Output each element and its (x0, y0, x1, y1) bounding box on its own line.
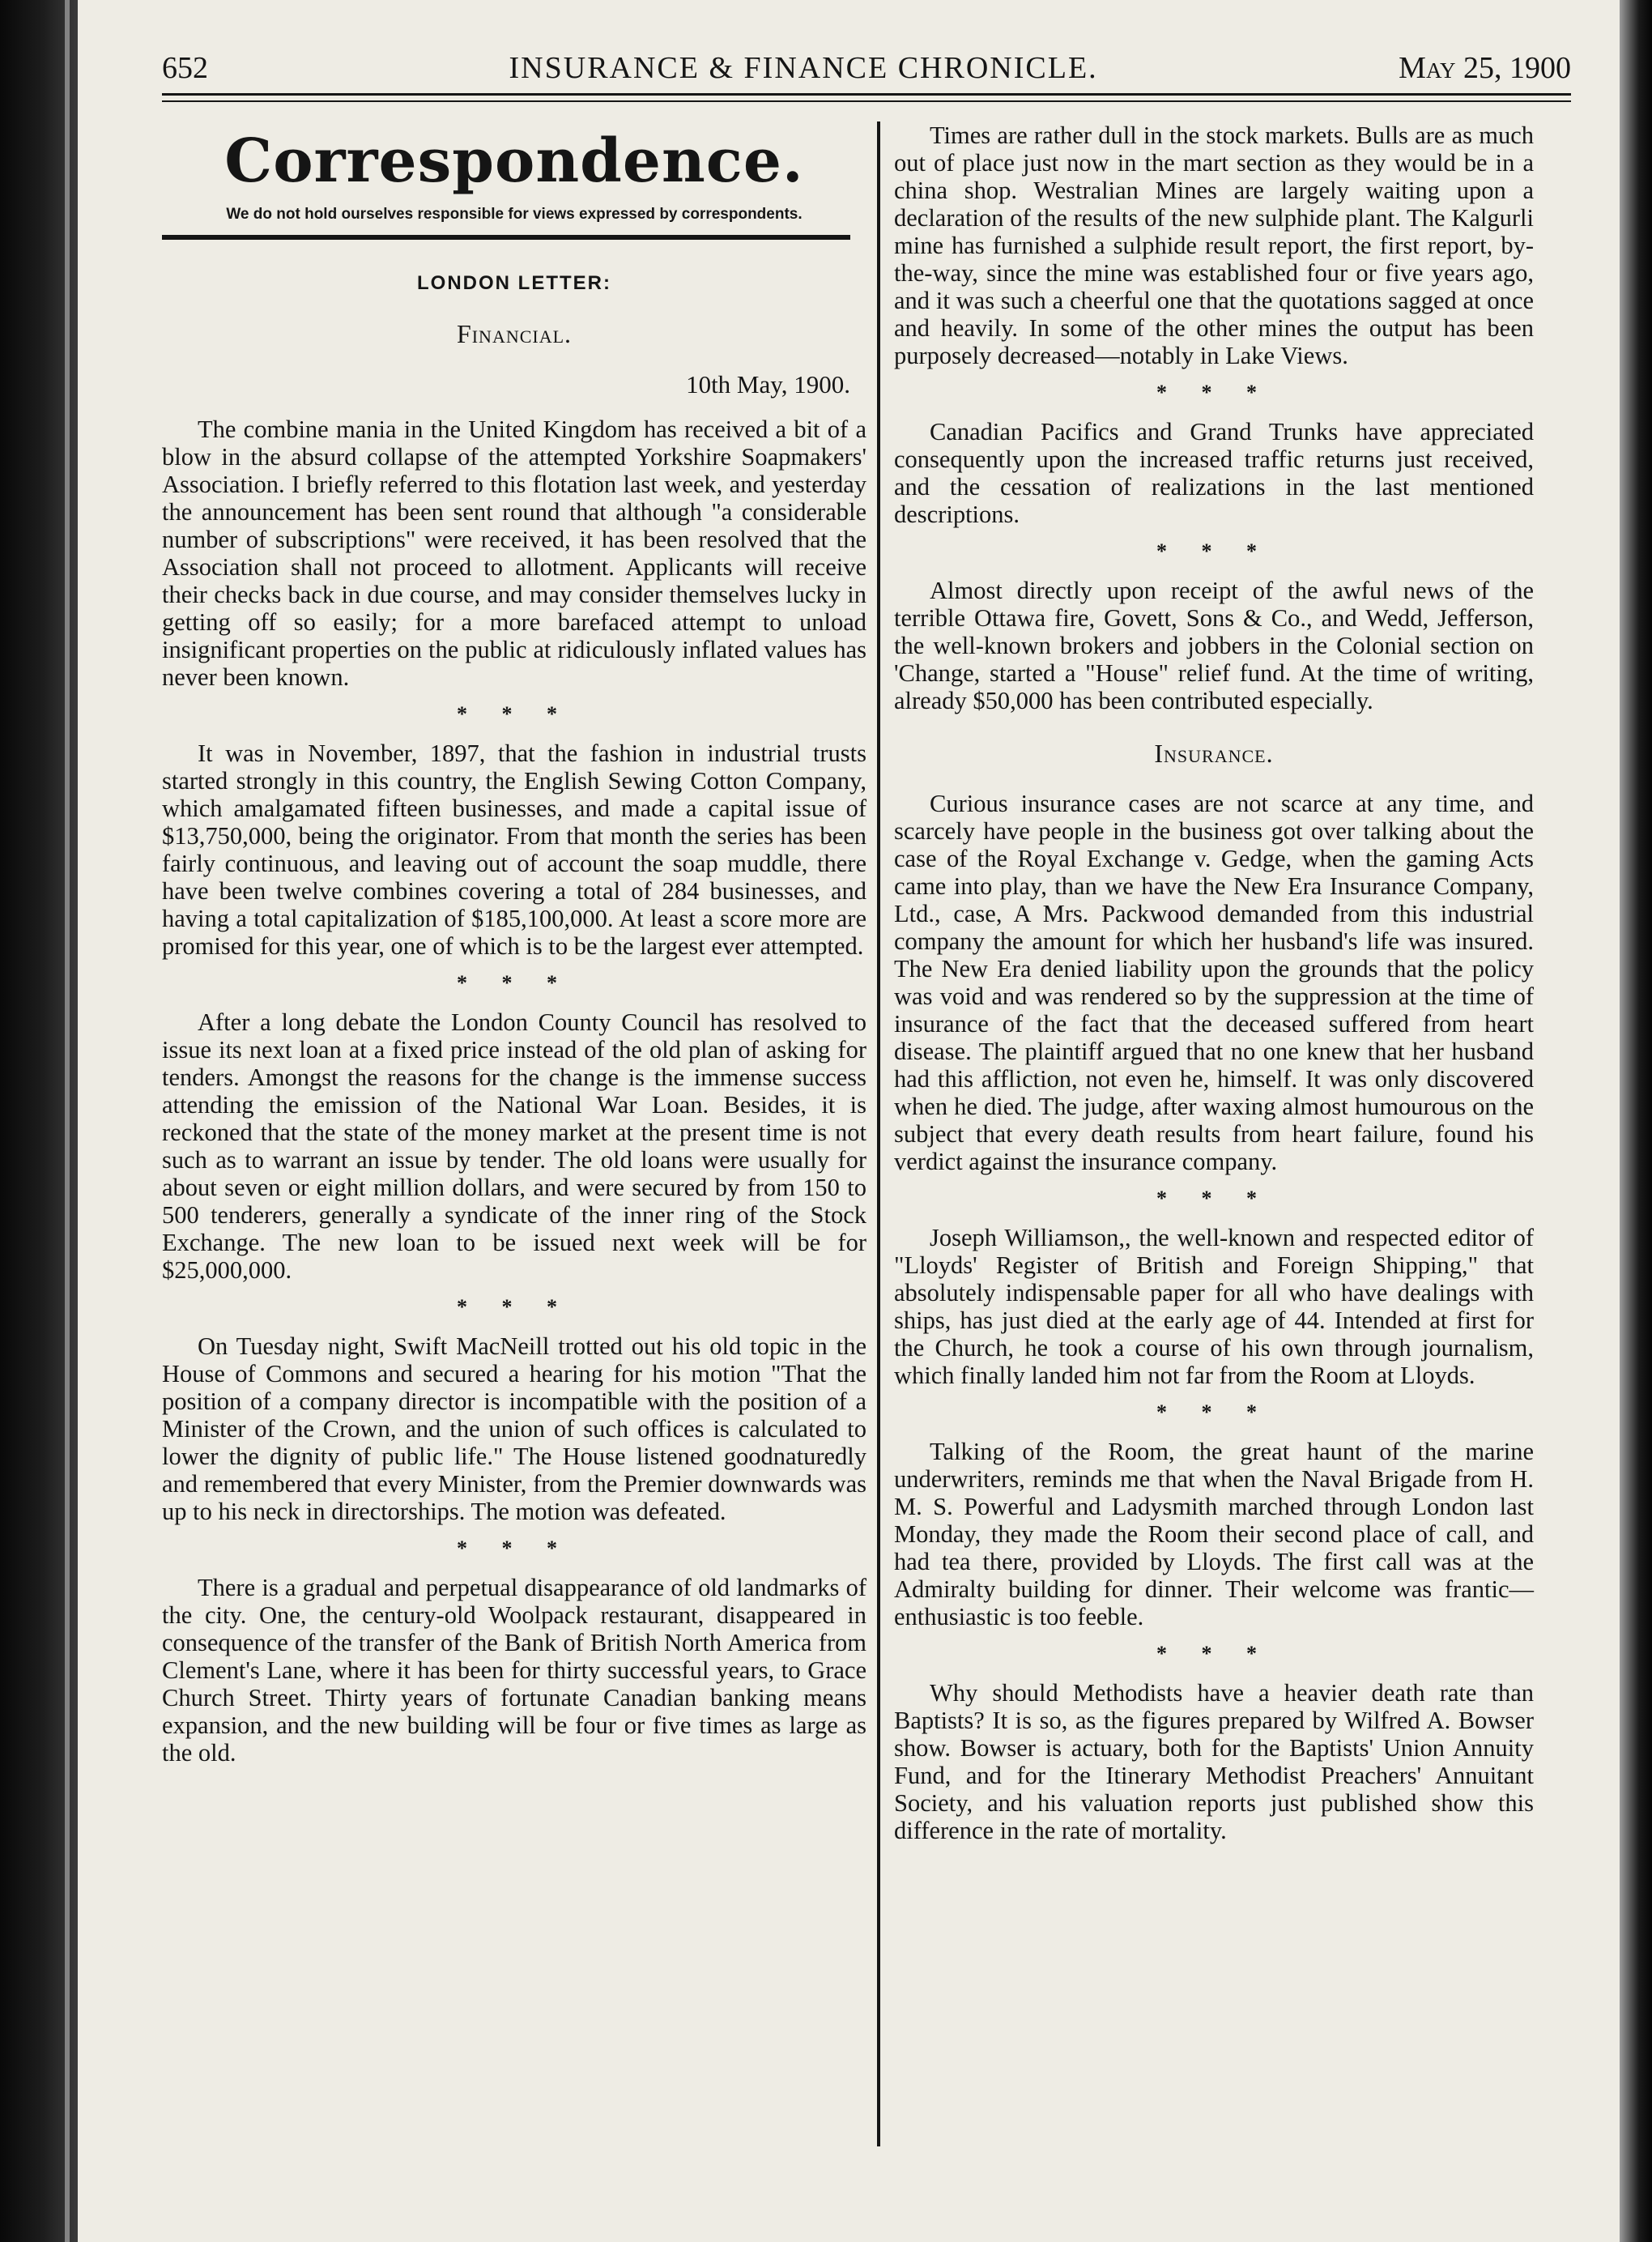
gutter-edge (65, 0, 70, 2242)
journal-title: INSURANCE & FINANCE CHRONICLE. (509, 51, 1098, 85)
section-separator: * * * (1156, 539, 1271, 563)
section-separator: * * * (457, 1537, 572, 1560)
paragraph: Canadian Pacifics and Grand Trunks have appreciated consequently upon the increased traffic returns just received, and the cessation of realizations in the last mentioned descriptions. (894, 418, 1534, 528)
running-header (162, 50, 1571, 107)
paragraph: Why should Methodists have a heavier death rate than Baptists? It is so, as the figures prepared by Wilfred A. Bowser show. Bowser is actuary, both for the Baptists' Union Annuity Fund, and for the Itinerary Methodist Preachers' Annuitant Society, and his valuation reports just published show this difference in the rate of mortality. (894, 1679, 1534, 1844)
paragraph: It was in November, 1897, that the fashion in industrial trusts started strongly in this country, the English Sewing Cotton Company, which amalgamated fifteen businesses, and made a capital issue of $13,750,000, being the originator. From that month the series has been fairly continuous, and leaving out of account the soap muddle, there have been twelve combines covering a total of 284 businesses, and having a total capitalization of $185,100,000. At least a score more are promised for this year, one of which is to be the largest ever attempted. (162, 740, 866, 960)
paragraph: After a long debate the London County Council has resolved to issue its next loan at a fixed price instead of the old plan of asking for tenders. Amongst the reasons for the change is the immense success attending the emission of the National War Loan. Besides, it is reckoned that the state of the money market at the present time is not such as to warrant an issue by tender. The old loans were usually for about seven or eight million dollars, and were secured by from 150 to 500 tenderers, generally a syndicate of the inner ring of the Stock Exchange. The new loan to be issued next week will be for $25,000,000. (162, 1008, 866, 1284)
paragraph: Joseph Williamson,, the well-known and respected editor of "Lloyds' Register of British and Foreign Shipping," that absolutely indispensable paper for all who have dealings with ships, has just died at the early age of 44. Intended at first for the Church, he took a course of his own through journalism, which finally landed him not far from the Room at Lloyds. (894, 1224, 1534, 1389)
header-rule (162, 93, 1571, 96)
subhead-financial: Financial. (456, 319, 573, 348)
page-number: 652 (162, 51, 208, 85)
section-masthead: Correspondence. (224, 126, 804, 196)
paragraph: Almost directly upon receipt of the awful news of the terrible Ottawa fire, Govett, Sons & Co., and Wedd, Jefferson, the well-known brokers and jobbers in the Colonial section on 'Change, started a "House" relief fund. At the time of writing, already $50,000 has been contributed especially. (894, 577, 1534, 714)
header-rule-double (162, 100, 1571, 102)
section-separator: * * * (457, 971, 572, 995)
paragraph: On Tuesday night, Swift MacNeill trotted out his old topic in the House of Commons and secured a hearing for his motion "That the position of a company director is incompatible with the position of a Minister of the Crown, and the union of such offices is calculated to lower the dignity of public life." The House listened goodnaturedly and remembered that every Minister, from the Premier downwards was up to his neck in directorships. The motion was defeated. (162, 1332, 866, 1525)
right-column (894, 121, 1534, 1844)
dateline: 10th May, 1900. (686, 370, 850, 399)
page-edge-shadow (1620, 0, 1652, 2242)
issue-date: May 25, 1900 (1399, 51, 1571, 85)
section-separator: * * * (457, 1295, 572, 1319)
paragraph: Talking of the Room, the great haunt of the marine underwriters, reminds me that when the Naval Brigade from H. M. S. Powerful and Ladysmith marched through London last Monday, they made the Room their second place of call, and had tea there, provided by Lloyds. The first call was at the Admiralty building for dinner. Their welcome was frantic—enthusiastic is too feeble. (894, 1438, 1534, 1630)
section-separator: * * * (1156, 1400, 1271, 1424)
left-column (162, 121, 866, 1767)
column-divider (877, 121, 880, 2146)
paragraph: Curious insurance cases are not scarce at any time, and scarcely have people in the business got over talking about the case of the Royal Exchange v. Gedge, when the gaming Acts came into play, than we have the New Era Insurance Company, Ltd., case, A Mrs. Packwood demanded from this industrial company the amount for which her husband's life was insured. The New Era denied liability upon the grounds that the policy was void and was rendered so by the suppression at the time of insurance of the fact that the deceased suffered from heart disease. The plaintiff argued that no one knew that her husband had this affliction, not even he, himself. It was only discovered when he died. The judge, after waxing almost humourous on the subject that every death results from heart failure, found his verdict against the insurance company. (894, 790, 1534, 1175)
letter-title: LONDON LETTER: (417, 272, 611, 294)
disclaimer: We do not hold ourselves responsible for views expressed by correspondents. (226, 206, 803, 223)
section-separator: * * * (1156, 1642, 1271, 1665)
paragraph: The combine mania in the United Kingdom has received a bit of a blow in the absurd collapse of the attempted Yorkshire Soapmakers' Association. I briefly referred to this flotation last week, and yesterday the announcement has been sent round that although "a considerable number of subscriptions" were received, it has been resolved that the Association shall not proceed to allotment. Applicants will receive their checks back in due course, and may consider themselves lucky in getting off so easily; for a more barefaced attempt to unload insignificant properties on the public at ridiculously inflated values has never been known. (162, 416, 866, 691)
section-separator: * * * (1156, 381, 1271, 404)
section-separator: * * * (1156, 1187, 1271, 1210)
section-separator: * * * (457, 702, 572, 726)
paragraph: There is a gradual and perpetual disappearance of old landmarks of the city. One, the century-old Woolpack restaurant, disappeared in consequence of the transfer of the Bank of British North America from Clement's Lane, where it has been for thirty successful years, to Grace Church Street. Thirty years of fortunate Canadian banking means expansion, and the new building will be four or five times as large as the old. (162, 1574, 866, 1767)
subhead-insurance: Insurance. (1154, 739, 1274, 768)
masthead-rule (162, 235, 850, 240)
paragraph: Times are rather dull in the stock markets. Bulls are as much out of place just now in the mart section as they would be in a china shop. Westralian Mines are largely waiting upon a declaration of the results of the new sulphide plant. The Kalgurli mine has furnished a sulphide result report, the first report, by-the-way, since the mine was established four or five years ago, and it was such a cheerful one that the quotations sagged at once and heavily. In some of the other mines the output has been purposely decreased—notably in Lake Views. (894, 121, 1534, 369)
